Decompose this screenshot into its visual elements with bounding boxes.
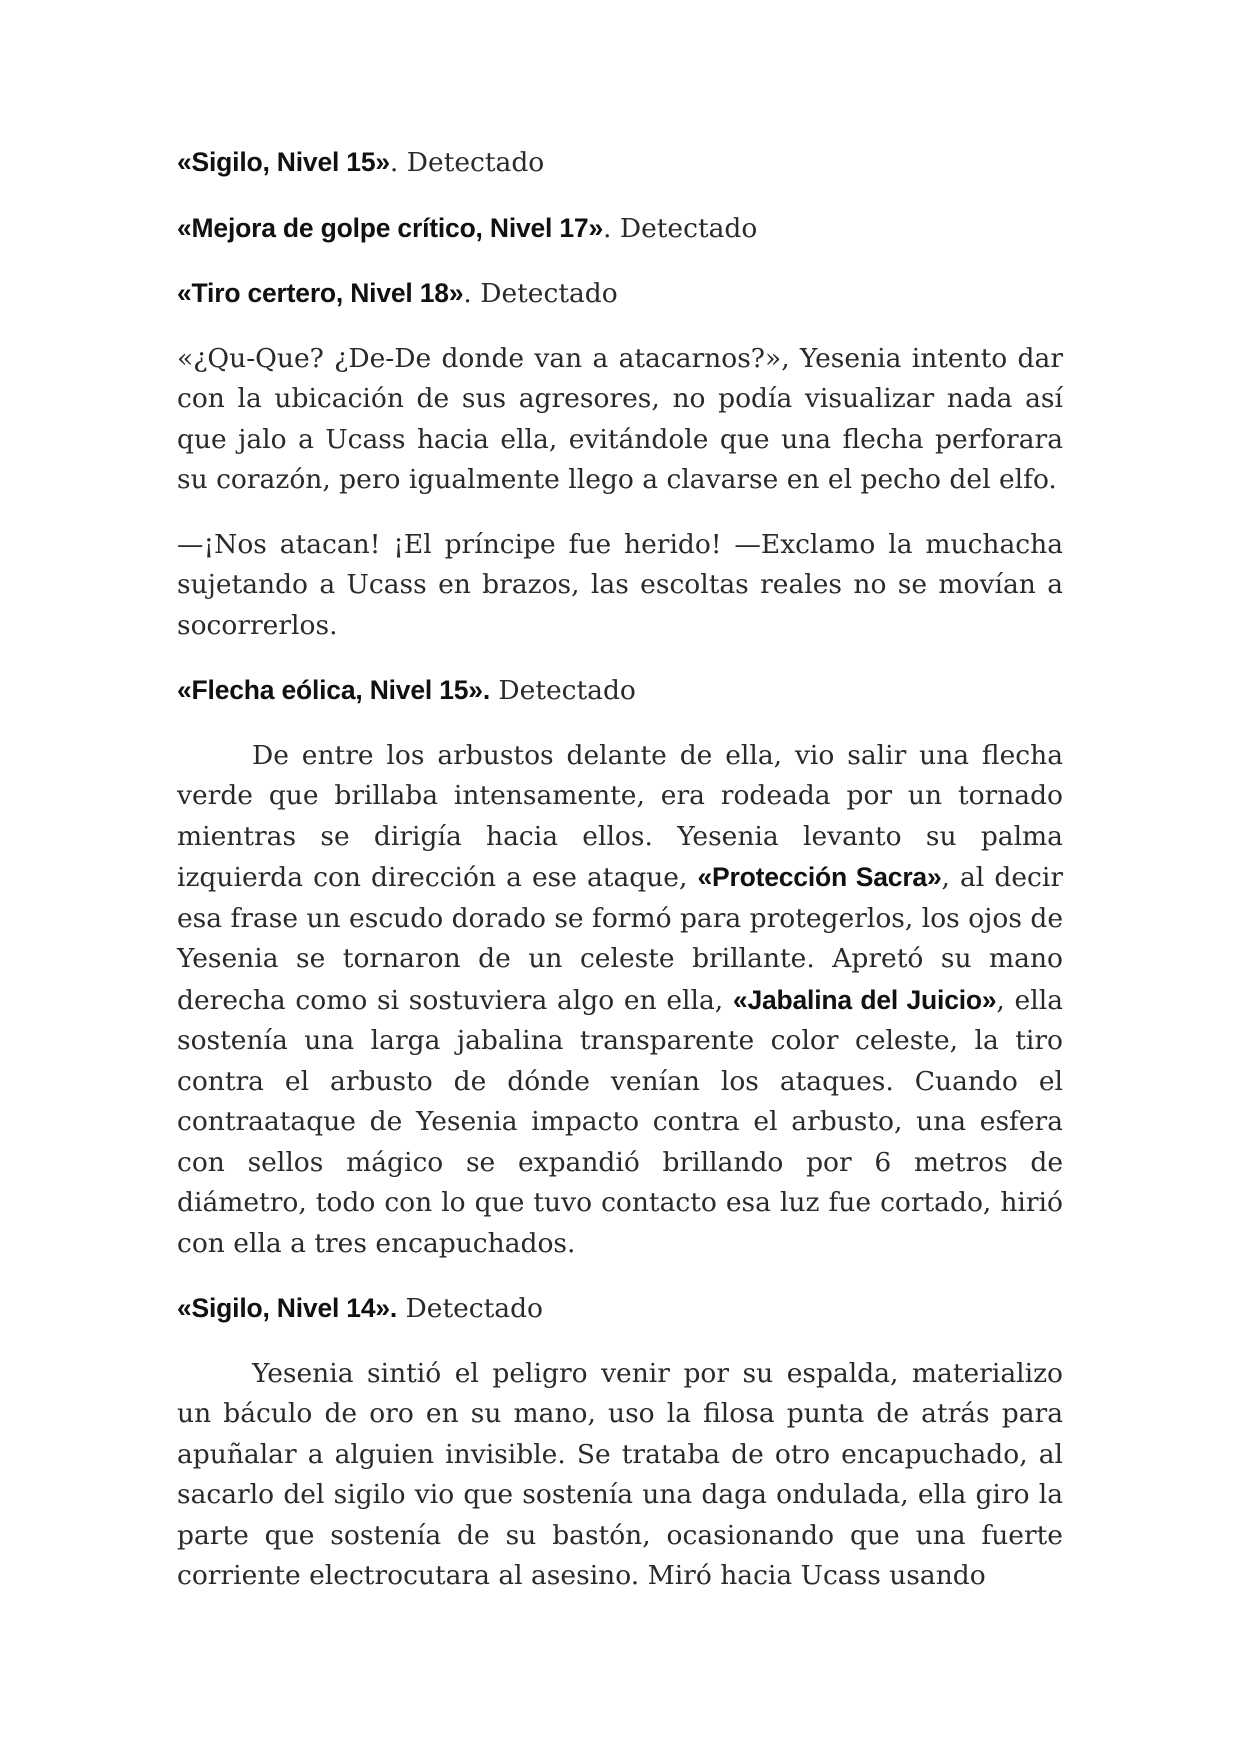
detected-label: Detectado [489,675,636,706]
skill-name: «Sigilo, Nivel 15» [177,147,390,177]
paragraph-4: Yesenia sintió el peligro venir por su espalda, materializo un báculo de oro en su mano, uso la filosa punta de atrás para apuñalar a alguien invisible. Se trataba de otro encapuchado, al sacarlo del sigilo vio que sostenía una daga ondulada, ella giro la parte que sostenía de su bastón, ocasionando que una fuerte corriente electrocutara al asesino. Miró hacia Ucass usando [177,1357,1063,1591]
skill-line-mejora-golpe-critico [177,208,1063,250]
paragraph-1: «¿Qu-Que? ¿De-De donde van a atacarnos?», Yesenia intento dar con la ubicación de sus agresores, no podía visualizar nada así que jalo a Ucass hacia ella, evitándole que una flecha perforara su corazón, pero igualmente llego a clavarse en el pecho del elfo. [177,342,1063,495]
detected-label: Detectado [397,1293,543,1324]
paragraph-3 [177,736,1063,1265]
skill-line-tiro-certero [177,273,1063,315]
skill-line-sigilo-14 [177,1288,1063,1330]
skill-line-flecha-eolica [177,670,1063,712]
skill-name-proteccion-sacra: «Protección Sacra» [697,862,942,892]
paragraph-text: , ella sostenía una larga jabalina transparente color celeste, la tiro contra el arbusto de dónde venían los ataques. Cuando el contraataque de Yesenia impacto contra el arbusto, una esfera con sellos mágico se expandió brillando por 6 metros de diámetro, todo con lo que tuvo contacto esa luz fue cortado, hirió con ella a tres encapuchados. [177,984,1063,1259]
skill-name: «Flecha eólica, Nivel 15». [177,675,490,705]
detected-label: . Detectado [603,212,758,244]
skill-name: «Mejora de golpe crítico, Nivel 17» [177,212,603,243]
paragraph-2-dialogue: —¡Nos atacan! ¡El príncipe fue herido! —Exclamo la muchacha sujetando a Ucass en brazos, las escoltas reales no se movían a socorrerlos. [177,528,1063,641]
detected-label: . Detectado [463,278,618,309]
paragraph-text: De entre los arbustos delante de ella, vio salir una flecha verde que brillaba intensamente, era rodeada por un tornado mientras se dirigía hacia ellos. Yesenia levanto su palma izquierda con dirección a ese ataque, [177,739,1063,893]
skill-line-sigilo-15 [177,142,1063,184]
skill-name-jabalina-del-juicio: «Jabalina del Juicio» [732,984,997,1015]
document-body [177,142,1063,1621]
skill-name: «Tiro certero, Nivel 18» [177,278,464,308]
skill-name: «Sigilo, Nivel 14». [177,1293,398,1323]
paragraph-text: , al decir esa frase un escudo dorado se formó para protegerlos, los ojos de Yesenia se tornaron de un celeste brillante. Apretó su mano derecha como si sostuviera algo en ella, [177,862,1063,1016]
detected-label: . Detectado [389,147,545,178]
